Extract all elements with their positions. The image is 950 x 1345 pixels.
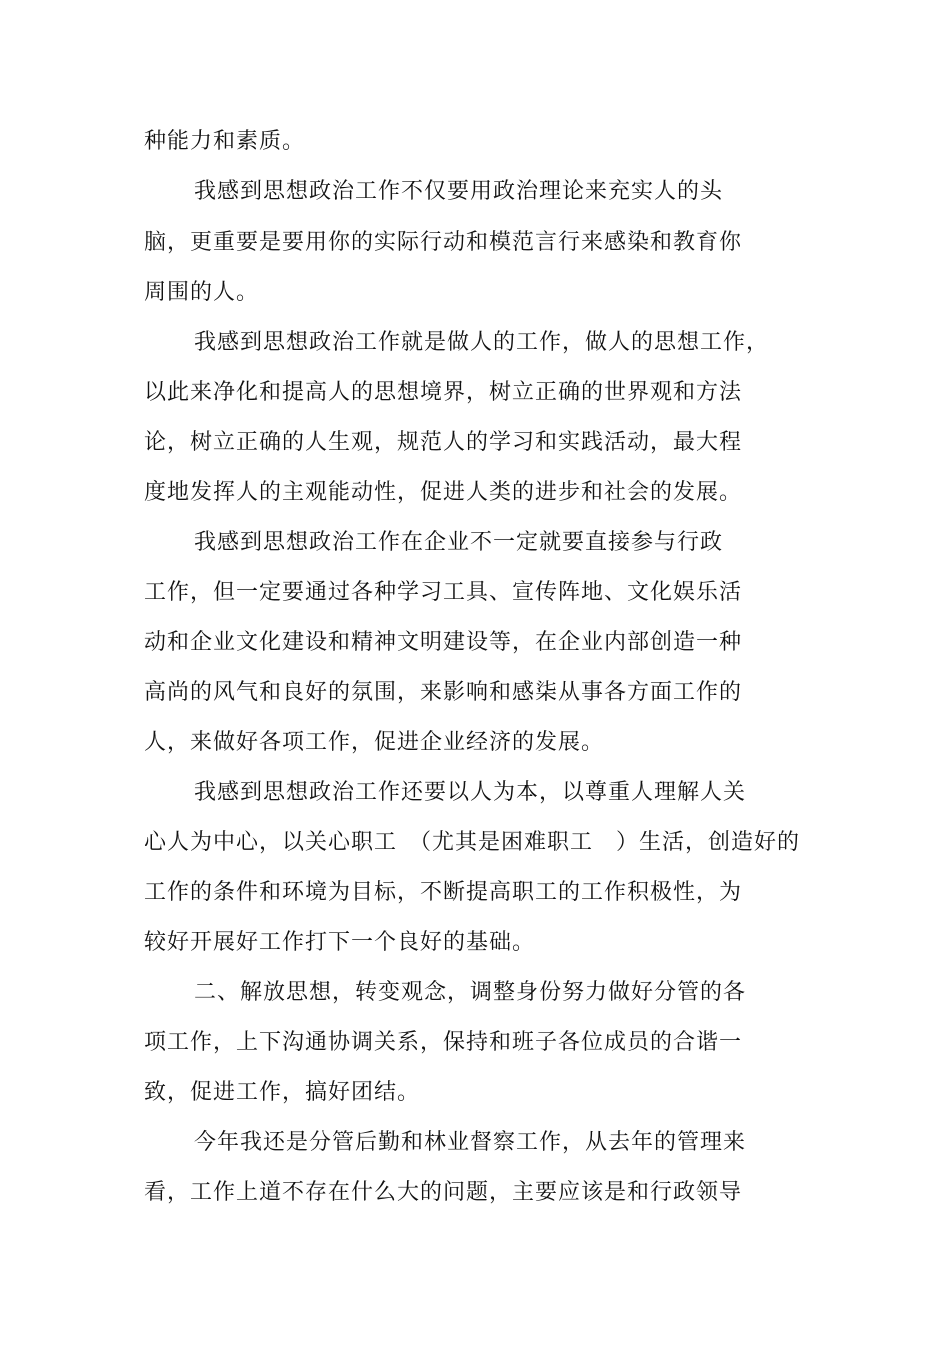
text-line: 种能力和素质。 bbox=[144, 129, 306, 154]
paragraph-start-line: 我感到思想政治工作还要以人为本，以尊重人理解人关 bbox=[194, 780, 747, 805]
text-line: 高尚的风气和良好的氛围，来影响和感柒从事各方面工作的 bbox=[144, 680, 743, 705]
paragraph-start-line: 今年我还是分管后勤和林业督察工作，从去年的管理来 bbox=[194, 1130, 747, 1155]
text-line: 以此来净化和提高人的思想境界，树立正确的世界观和方法 bbox=[144, 380, 743, 405]
paragraph-start-line: 我感到思想政治工作在企业不一定就要直接参与行政 bbox=[194, 530, 724, 555]
text-line: 心人为中心，以关心职工 （尤其是困难职工 ）生活，创造好的 bbox=[144, 830, 801, 855]
paragraph-start-line: 我感到思想政治工作不仅要用政治理论来充实人的头 bbox=[194, 179, 724, 204]
text-line: 人，来做好各项工作，促进企业经济的发展。 bbox=[144, 730, 605, 755]
text-line: 脑，更重要是要用你的实际行动和模范言行来感染和教育你 bbox=[144, 230, 743, 255]
paragraph-start-line: 我感到思想政治工作就是做人的工作，做人的思想工作， bbox=[194, 330, 770, 355]
text-line: 项工作，上下沟通协调关系，保持和班子各位成员的合谐一 bbox=[144, 1030, 743, 1055]
text-line: 致，促进工作，搞好团结。 bbox=[144, 1080, 421, 1105]
section-heading-line: 二、解放思想，转变观念，调整身份努力做好分管的各 bbox=[194, 980, 747, 1005]
text-line: 动和企业文化建设和精神文明建设等，在企业内部创造一种 bbox=[144, 630, 743, 655]
text-line: 度地发挥人的主观能动性，促进人类的进步和社会的发展。 bbox=[144, 480, 743, 505]
text-line: 论，树立正确的人生观，规范人的学习和实践活动，最大程 bbox=[144, 430, 743, 455]
text-line: 看，工作上道不存在什么大的问题，主要应该是和行政领导 bbox=[144, 1180, 743, 1205]
text-line: 较好开展好工作打下一个良好的基础。 bbox=[144, 930, 536, 955]
text-line: 工作，但一定要通过各种学习工具、宣传阵地、文化娱乐活 bbox=[144, 580, 743, 605]
text-line: 工作的条件和环境为目标，不断提高职工的工作积极性，为 bbox=[144, 880, 743, 905]
text-line: 周围的人。 bbox=[144, 280, 260, 305]
